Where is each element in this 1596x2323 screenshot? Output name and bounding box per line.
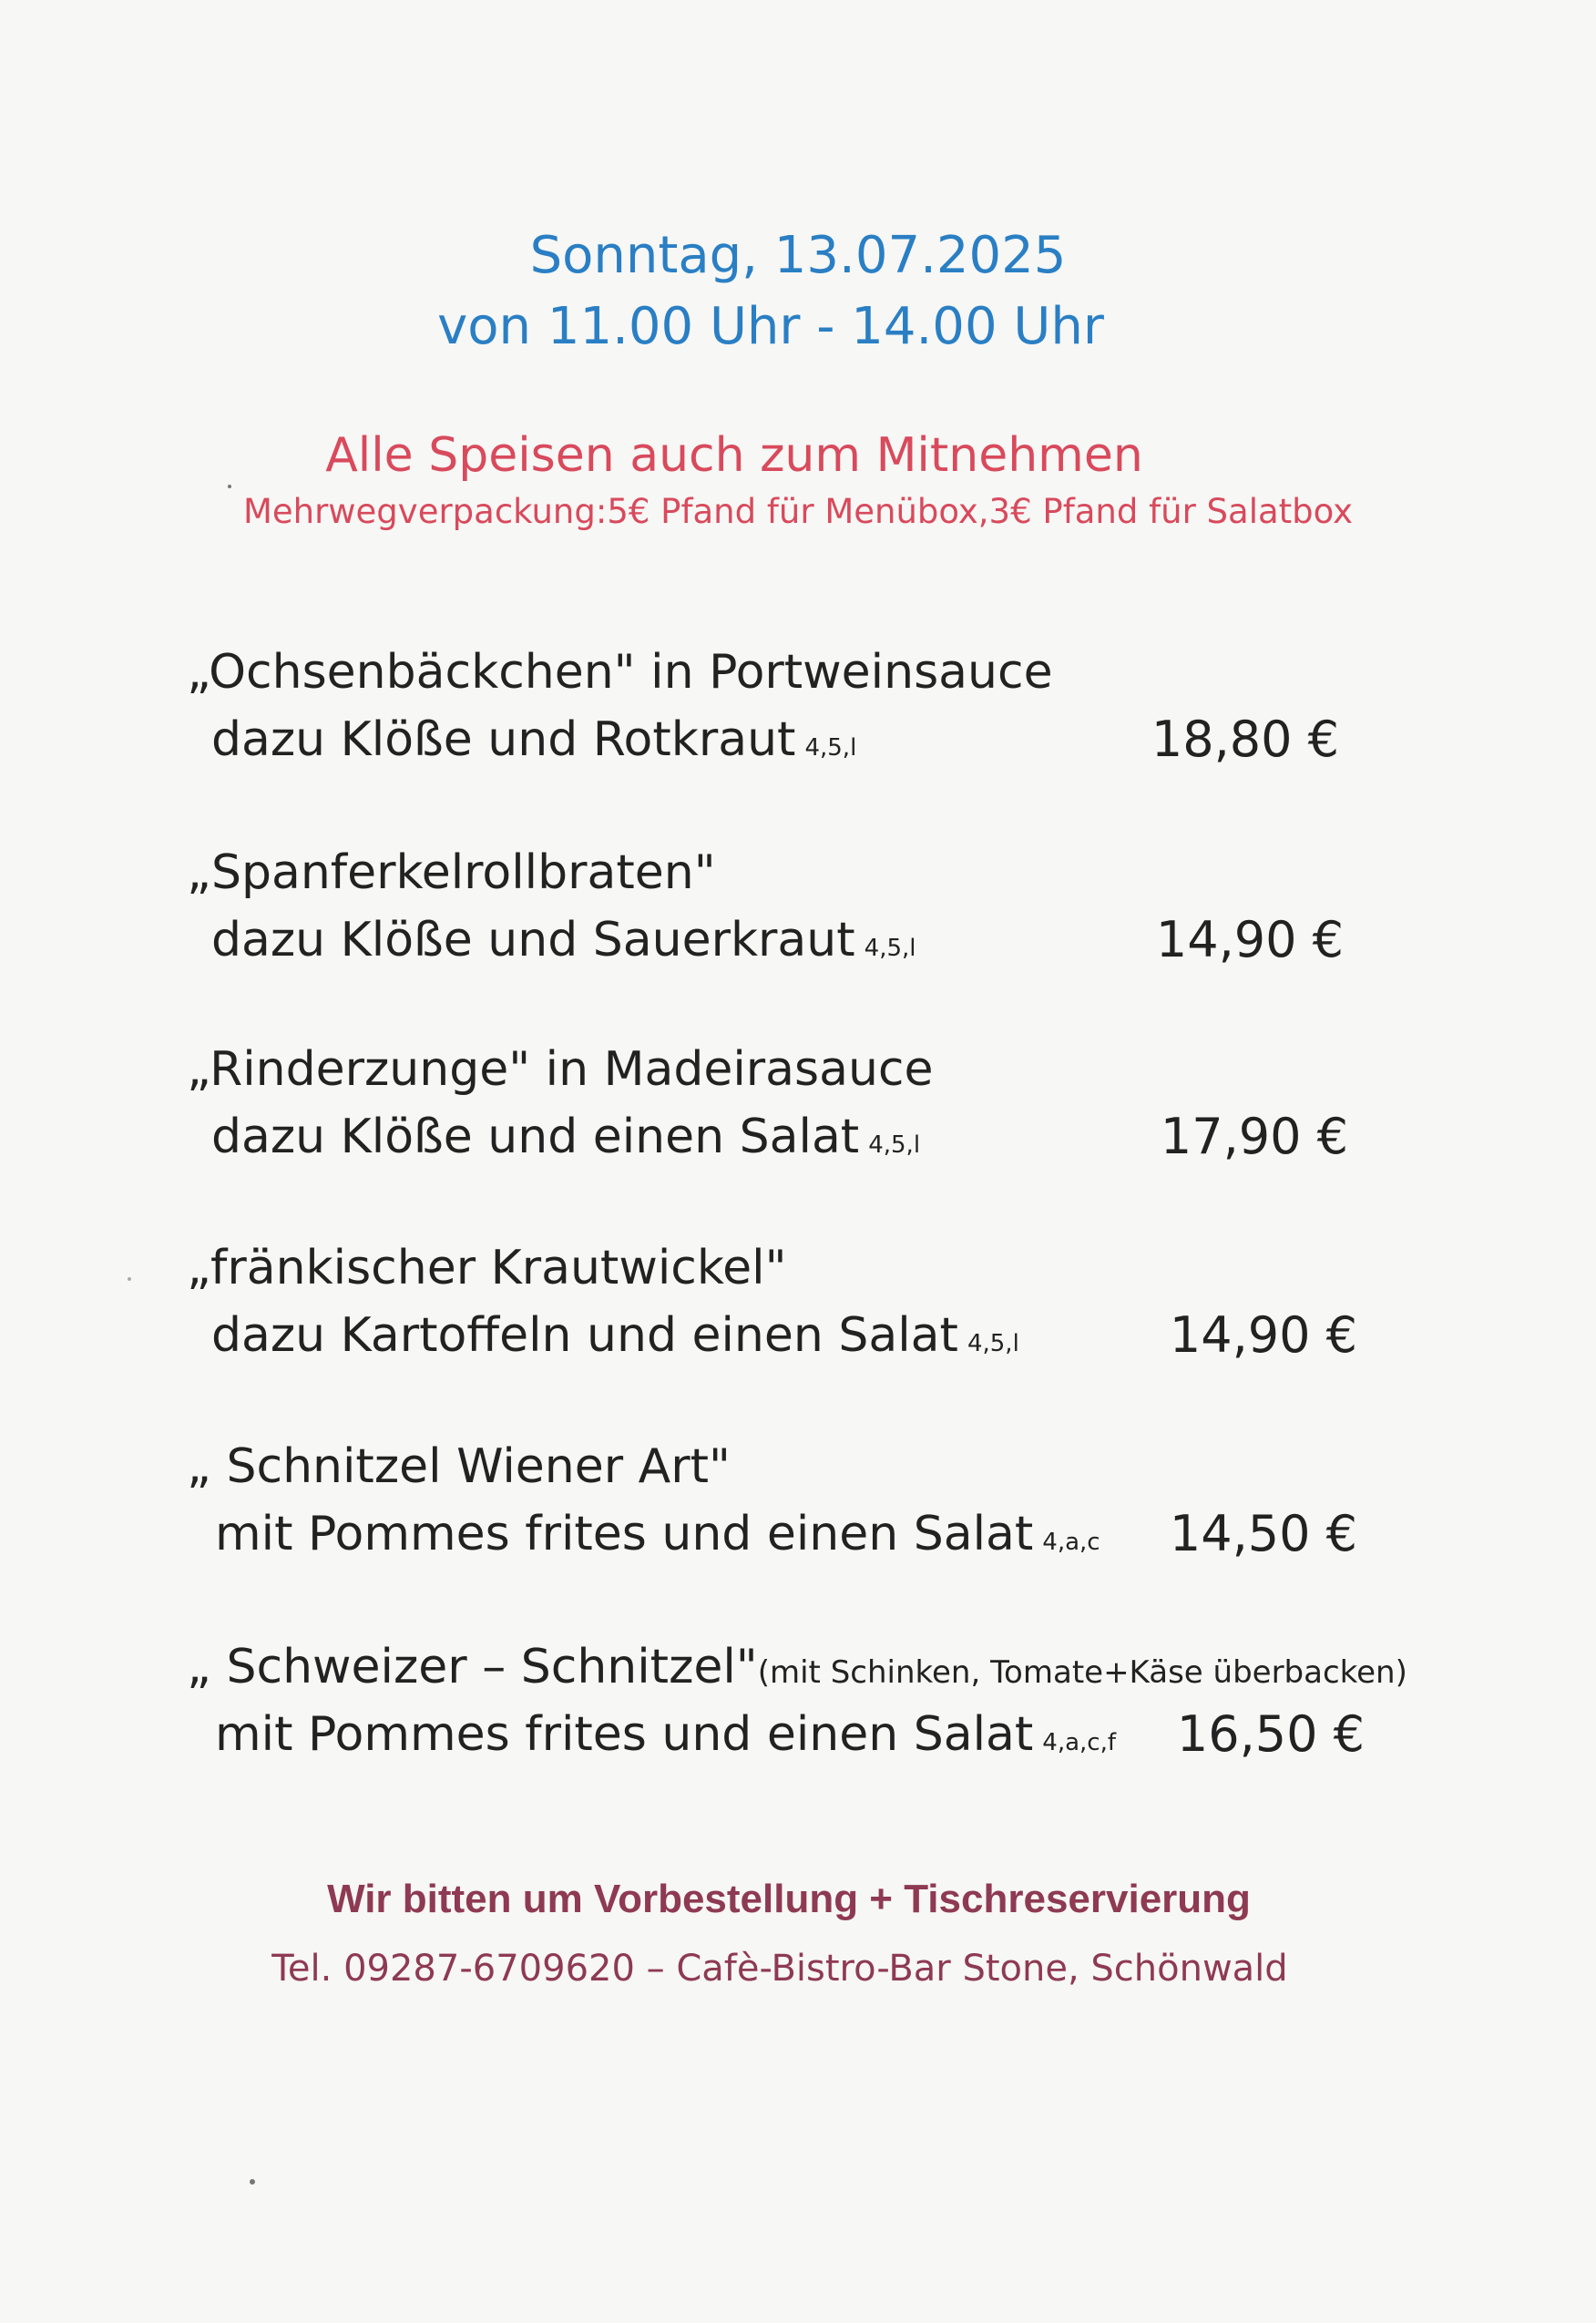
dish-title-note: (mit Schinken, Tomate+Käse überbacken) (757, 1654, 1407, 1691)
dish-side-text: mit Pommes frites und einen Salat (215, 1507, 1034, 1561)
dish-side-text: dazu Klöße und Sauerkraut (211, 913, 855, 967)
contact-info: Tel. 09287-6709620 – Cafè-Bistro-Bar Stone, Schönwald (271, 1948, 1288, 1990)
dish-side (215, 1707, 1116, 1762)
scan-speck (128, 1277, 131, 1281)
dish-price: 14,50 € (1169, 1505, 1357, 1562)
dish-side-text: dazu Klöße und Rotkraut (211, 712, 796, 767)
dish-price: 18,80 € (1151, 711, 1339, 768)
dish-title: „ Schnitzel Wiener Art" (187, 1439, 731, 1494)
dish-allergens: 4,a,c (1042, 1529, 1100, 1556)
dish-side (211, 913, 916, 967)
dish-title: „Ochsenbäckchen" in Portweinsauce (187, 645, 1053, 700)
scan-speck (228, 485, 231, 488)
deposit-note: Mehrwegverpackung:5€ Pfand für Menübox,3€ Pfand für Salatbox (242, 492, 1354, 531)
dish-price: 17,90 € (1160, 1108, 1348, 1165)
dish-allergens: 4,a,c,f (1042, 1729, 1117, 1756)
dish-side (211, 1110, 920, 1164)
dish-title (187, 1640, 1407, 1694)
dish-allergens: 4,5,l (804, 734, 857, 762)
dish-allergens: 4,5,l (967, 1330, 1019, 1357)
reservation-note: Wir bitten um Vorbestellung + Tischreservierung (327, 1877, 1251, 1921)
dish-price: 14,90 € (1169, 1306, 1357, 1364)
dish-side-text: mit Pommes frites und einen Salat (215, 1707, 1034, 1762)
dish-title-text: „ Schweizer – Schnitzel" (187, 1640, 758, 1694)
scan-speck (250, 2179, 255, 2185)
dish-price: 16,50 € (1176, 1705, 1365, 1763)
dish-title: „fränkischer Krautwickel" (187, 1241, 787, 1295)
dish-side (211, 712, 856, 767)
dish-title: „Rinderzunge" in Madeirasauce (187, 1042, 934, 1097)
dish-allergens: 4,5,l (864, 935, 916, 962)
dish-side-text: dazu Kartoffeln und einen Salat (211, 1308, 958, 1363)
dish-allergens: 4,5,l (868, 1131, 921, 1159)
event-time: von 11.00 Uhr - 14.00 Uhr (437, 297, 1104, 356)
dish-side-text: dazu Klöße und einen Salat (211, 1110, 860, 1164)
dish-title: „Spanferkelrollbraten" (187, 845, 716, 900)
dish-price: 14,90 € (1155, 911, 1344, 968)
dish-side (215, 1507, 1100, 1561)
dish-side (211, 1308, 1019, 1363)
takeaway-note: Alle Speisen auch zum Mitnehmen (325, 428, 1143, 483)
event-date: Sonntag, 13.07.2025 (529, 226, 1067, 285)
